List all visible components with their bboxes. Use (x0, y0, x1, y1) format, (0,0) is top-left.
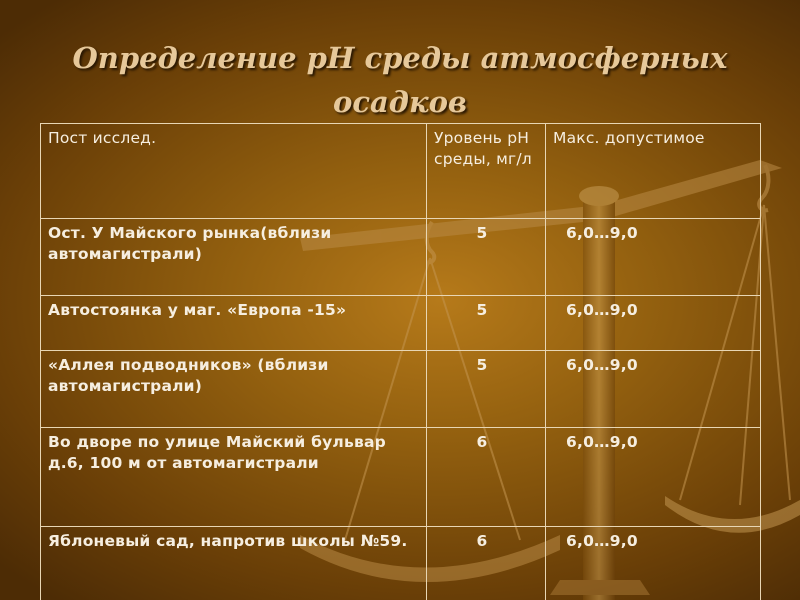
header-post: Пост исслед. (41, 124, 427, 219)
cell-max-allowed: 6,0…9,0 (546, 527, 761, 600)
cell-ph-level: 5 (427, 351, 546, 428)
cell-max-allowed: 6,0…9,0 (546, 219, 761, 296)
slide-title (0, 36, 800, 124)
cell-post: «Аллея подводников» (вблизи автомагистрали) (41, 351, 427, 428)
cell-ph-level: 6 (427, 527, 546, 600)
table-row (41, 428, 761, 527)
header-max-allowed: Макс. допустимое (546, 124, 761, 219)
cell-max-allowed: 6,0…9,0 (546, 296, 761, 351)
slide-title-line-2: осадков (333, 85, 467, 119)
cell-ph-level: 5 (427, 219, 546, 296)
table-row (41, 219, 761, 296)
cell-post: Яблоневый сад, напротив школы №59. (41, 527, 427, 600)
cell-post: Во дворе по улице Майский бульвар д.6, 100 м от автомагистрали (41, 428, 427, 527)
table-row (41, 527, 761, 600)
cell-ph-level: 5 (427, 296, 546, 351)
ph-measurements-table (40, 123, 761, 600)
cell-ph-level: 6 (427, 428, 546, 527)
table-header-row (41, 124, 761, 219)
cell-max-allowed: 6,0…9,0 (546, 351, 761, 428)
cell-post: Автостоянка у маг. «Европа -15» (41, 296, 427, 351)
table-row (41, 296, 761, 351)
header-ph-level: Уровень pH среды, мг/л (427, 124, 546, 219)
slide-title-line-1: Определение pH среды атмосферных (72, 41, 728, 75)
table-row (41, 351, 761, 428)
cell-max-allowed: 6,0…9,0 (546, 428, 761, 527)
cell-post: Ост. У Майского рынка(вблизи автомагистрали) (41, 219, 427, 296)
